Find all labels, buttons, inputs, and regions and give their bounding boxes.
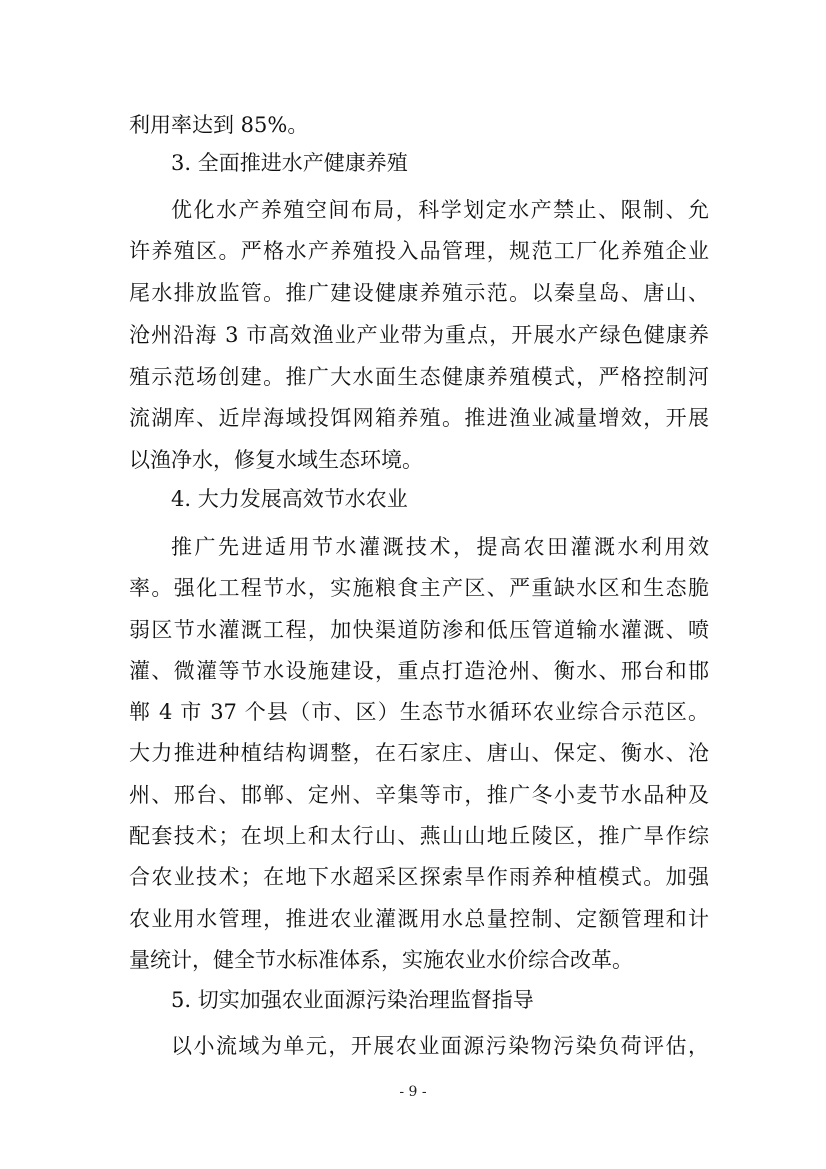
body-text-line: 利用率达到 85%。: [129, 113, 309, 137]
body-text-line: 率。强化工程节水，实施粮食主产区、严重缺水区和生态脆: [129, 576, 709, 600]
body-text-line: 大力推进种植结构调整，在石家庄、唐山、保定、衡水、沧: [129, 741, 709, 765]
body-text-line: 农业用水管理，推进农业灌溉用水总量控制、定额管理和计: [129, 907, 709, 931]
body-text-line: 弱区节水灌溉工程，加快渠道防渗和低压管道输水灌溉、喷: [129, 618, 709, 642]
body-text-line: 尾水排放监管。推广建设健康养殖示范。以秦皇岛、唐山、: [129, 281, 709, 305]
section-heading-3: 3. 全面推进水产健康养殖: [171, 151, 408, 175]
body-text-line: 以小流域为单元，开展农业面源污染物污染负荷评估，: [171, 1034, 709, 1058]
body-text-line: 推广先进适用节水灌溉技术，提高农田灌溉水利用效: [171, 535, 709, 559]
section-heading-4: 4. 大力发展高效节水农业: [171, 487, 408, 511]
body-text-line: 殖示范场创建。推广大水面生态健康养殖模式，严格控制河: [129, 365, 709, 389]
body-text-line: 沧州沿海 3 市高效渔业产业带为重点，开展水产绿色健康养: [129, 323, 709, 347]
body-text-line: 流湖库、近岸海域投饵网箱养殖。推进渔业减量增效，开展: [129, 406, 709, 430]
page-number: - 9 -: [399, 1084, 427, 1100]
body-text-line: 灌、微灌等节水设施建设，重点打造沧州、衡水、邢台和邯: [129, 659, 709, 683]
body-text-line: 量统计，健全节水标准体系，实施农业水价综合改革。: [129, 948, 633, 972]
body-text-line: 郸 4 市 37 个县（市、区）生态节水循环农业综合示范区。: [129, 700, 709, 724]
body-text-line: 以渔净水，修复水域生态环境。: [129, 448, 423, 472]
body-text-line: 合农业技术；在地下水超采区探索旱作雨养种植模式。加强: [129, 865, 709, 889]
body-text-line: 许养殖区。严格水产养殖投入品管理，规范工厂化养殖企业: [129, 239, 709, 263]
body-text-line: 优化水产养殖空间布局，科学划定水产禁止、限制、允: [171, 198, 709, 222]
body-text-line: 州、邢台、邯郸、定州、辛集等市，推广冬小麦节水品种及: [129, 783, 709, 807]
body-text-line: 配套技术；在坝上和太行山、燕山山地丘陵区，推广旱作综: [129, 824, 709, 848]
section-heading-5: 5. 切实加强农业面源污染治理监督指导: [171, 988, 534, 1012]
